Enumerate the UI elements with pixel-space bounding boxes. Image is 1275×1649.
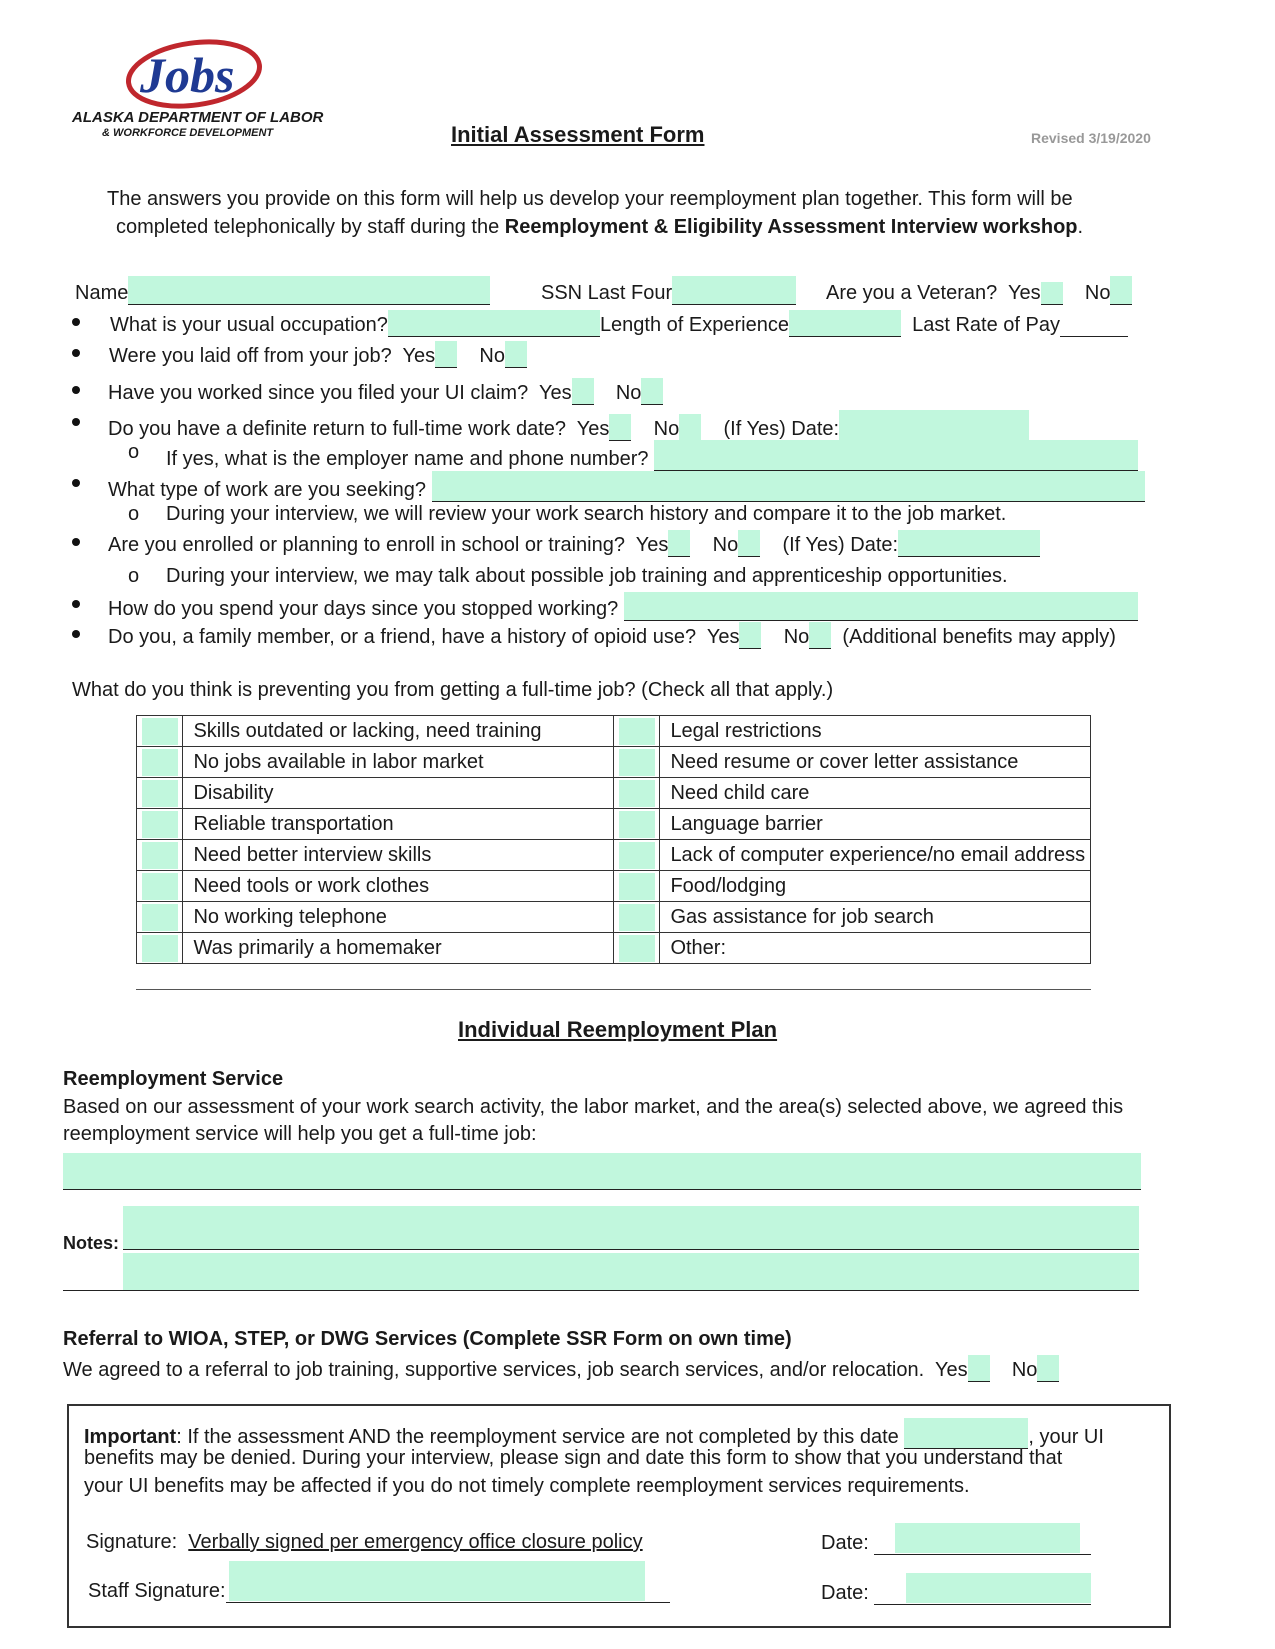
occupation-row bbox=[110, 310, 1128, 337]
barrier-cell bbox=[137, 716, 183, 747]
dept-name-line2: & WORKFORCE DEVELOPMENT bbox=[102, 127, 274, 139]
barrier-cell bbox=[613, 778, 659, 809]
return-no-label: No bbox=[653, 418, 680, 440]
barrier-checkbox[interactable] bbox=[619, 842, 655, 869]
important-line3: your UI benefits may be affected if you do not timely complete reemployment services requirements. bbox=[84, 1475, 970, 1497]
barrier-label: No jobs available in labor market bbox=[183, 747, 614, 778]
service-text2: reemployment service will help you get a full-time job: bbox=[63, 1123, 537, 1145]
signature-date-row bbox=[821, 1530, 1091, 1555]
worked-no-label: No bbox=[615, 382, 642, 404]
service-heading: Reemployment Service bbox=[63, 1068, 284, 1090]
bullet bbox=[72, 318, 80, 326]
school-date-input[interactable] bbox=[898, 530, 1040, 557]
laid-off-no-checkbox[interactable] bbox=[505, 341, 527, 368]
length-input[interactable] bbox=[789, 310, 901, 337]
opioid-yes-label: Yes bbox=[706, 626, 740, 648]
barrier-label: Need better interview skills bbox=[183, 840, 614, 871]
barrier-label: No working telephone bbox=[183, 902, 614, 933]
school-row bbox=[108, 530, 1040, 557]
barriers-prompt: What do you think is preventing you from getting a full-time job? (Check all that apply.) bbox=[72, 679, 834, 701]
name-label: Name bbox=[75, 282, 129, 304]
barrier-label: Was primarily a homemaker bbox=[183, 933, 614, 964]
bullet bbox=[72, 630, 80, 638]
signature-row bbox=[86, 1530, 643, 1554]
barrier-label: Other: bbox=[660, 933, 1091, 964]
ssn-row bbox=[541, 276, 796, 305]
barrier-row bbox=[137, 871, 1091, 902]
days-input[interactable] bbox=[624, 592, 1138, 621]
opioid-note: (Additional benefits may apply) bbox=[842, 626, 1116, 648]
worked-since-label: Have you worked since you filed your UI claim? bbox=[108, 382, 529, 404]
bullet bbox=[72, 538, 80, 546]
barrier-checkbox[interactable] bbox=[142, 780, 178, 807]
barrier-cell bbox=[613, 716, 659, 747]
return-yes-checkbox[interactable] bbox=[609, 414, 631, 441]
referral-no-label: No bbox=[1011, 1359, 1038, 1381]
barrier-row bbox=[137, 902, 1091, 933]
barrier-checkbox[interactable] bbox=[619, 718, 655, 745]
important-line1: Important: If the assessment AND the reemployment service are not completed by this date , your UI bbox=[84, 1418, 1104, 1449]
barrier-checkbox[interactable] bbox=[142, 749, 178, 776]
barrier-cell bbox=[613, 902, 659, 933]
school-label: Are you enrolled or planning to enroll in school or training? bbox=[108, 534, 625, 556]
staff-signature-input[interactable] bbox=[226, 1578, 670, 1603]
barrier-cell bbox=[613, 933, 659, 964]
return-no-checkbox[interactable] bbox=[679, 414, 701, 441]
school-yes-checkbox[interactable] bbox=[668, 530, 690, 557]
barrier-cell bbox=[137, 902, 183, 933]
barrier-label: Legal restrictions bbox=[660, 716, 1091, 747]
worked-since-row bbox=[108, 378, 663, 405]
plan-title: Individual Reemployment Plan bbox=[458, 1017, 778, 1042]
veteran-yes-checkbox[interactable] bbox=[1041, 282, 1063, 305]
bullet bbox=[72, 479, 80, 487]
barrier-label: Lack of computer experience/no email address bbox=[660, 840, 1091, 871]
employer-row bbox=[166, 440, 1138, 471]
barrier-row bbox=[137, 716, 1091, 747]
barrier-checkbox[interactable] bbox=[619, 811, 655, 838]
intro-line2: completed telephonically by staff during the Reemployment & Eligibility Assessment Interview workshop. bbox=[116, 216, 1084, 238]
barrier-checkbox[interactable] bbox=[619, 904, 655, 931]
bullet bbox=[72, 386, 80, 394]
sub-marker: o bbox=[128, 441, 140, 463]
veteran-label: Are you a Veteran? bbox=[826, 282, 998, 304]
return-date-row bbox=[108, 410, 1029, 441]
notes-input-line2[interactable] bbox=[123, 1253, 1139, 1291]
laid-off-label: Were you laid off from your job? bbox=[109, 345, 392, 367]
barrier-cell bbox=[137, 778, 183, 809]
opioid-no-label: No bbox=[783, 626, 810, 648]
barrier-cell bbox=[137, 933, 183, 964]
barrier-label: Gas assistance for job search bbox=[660, 902, 1091, 933]
barrier-row bbox=[137, 778, 1091, 809]
referral-heading: Referral to WIOA, STEP, or DWG Services (Complete SSR Form on own time) bbox=[63, 1328, 792, 1350]
school-yes-label: Yes bbox=[635, 534, 669, 556]
barriers-table bbox=[136, 715, 1091, 964]
staff-date-row bbox=[821, 1580, 1091, 1605]
notes-line-stub bbox=[63, 1290, 123, 1291]
referral-text: We agreed to a referral to job training, supportive services, job search services, and/or relocation. bbox=[63, 1359, 925, 1381]
barrier-cell bbox=[137, 840, 183, 871]
barrier-checkbox[interactable] bbox=[619, 935, 655, 962]
barrier-checkbox[interactable] bbox=[619, 780, 655, 807]
occupation-input[interactable] bbox=[388, 310, 600, 337]
days-label: How do you spend your days since you stopped working? bbox=[108, 598, 619, 620]
veteran-no-label: No bbox=[1084, 282, 1111, 304]
name-row bbox=[75, 276, 490, 305]
important-line2: benefits may be denied. During your interview, please sign and date this form to show that you understand that bbox=[84, 1447, 1063, 1469]
sub-marker: o bbox=[128, 565, 140, 587]
barrier-cell bbox=[613, 871, 659, 902]
work-type-input[interactable] bbox=[432, 471, 1145, 502]
barrier-checkbox[interactable] bbox=[619, 749, 655, 776]
bullet bbox=[72, 600, 80, 608]
barrier-checkbox[interactable] bbox=[142, 842, 178, 869]
school-no-label: No bbox=[712, 534, 739, 556]
ssn-label: SSN Last Four bbox=[541, 282, 673, 304]
bullet bbox=[72, 418, 80, 426]
signature-label: Signature: bbox=[86, 1531, 178, 1553]
divider bbox=[136, 989, 1091, 990]
barrier-label: Reliable transportation bbox=[183, 809, 614, 840]
laid-off-yes-label: Yes bbox=[402, 345, 436, 367]
days-row bbox=[108, 592, 1138, 621]
work-type-label: What type of work are you seeking? bbox=[108, 479, 426, 501]
return-date-if-yes-label: (If Yes) Date: bbox=[723, 418, 840, 440]
revised-date: Revised 3/19/2020 bbox=[1031, 130, 1151, 146]
barrier-checkbox[interactable] bbox=[142, 935, 178, 962]
service-text1: Based on our assessment of your work search activity, the labor market, and the area(s) selected above, we agreed this bbox=[63, 1096, 1124, 1118]
barrier-label: Disability bbox=[183, 778, 614, 809]
barrier-row bbox=[137, 747, 1091, 778]
service-input[interactable] bbox=[63, 1153, 1141, 1190]
barrier-label: Need resume or cover letter assistance bbox=[660, 747, 1091, 778]
logo-word: Jobs bbox=[140, 47, 235, 103]
barrier-label: Skills outdated or lacking, need training bbox=[183, 716, 614, 747]
barrier-cell bbox=[137, 809, 183, 840]
worked-no-checkbox[interactable] bbox=[641, 378, 663, 405]
laid-off-yes-checkbox[interactable] bbox=[435, 341, 457, 368]
school-if-yes-label: (If Yes) Date: bbox=[782, 534, 899, 556]
barrier-cell bbox=[613, 840, 659, 871]
name-input[interactable] bbox=[128, 276, 490, 305]
barrier-label: Need child care bbox=[660, 778, 1091, 809]
opioid-label: Do you, a family member, or a friend, have a history of opioid use? bbox=[108, 626, 697, 648]
veteran-no-checkbox[interactable] bbox=[1110, 276, 1132, 305]
staff-date-label: Date: bbox=[821, 1582, 869, 1604]
opioid-no-checkbox[interactable] bbox=[809, 622, 831, 649]
barrier-cell bbox=[137, 747, 183, 778]
barrier-cell bbox=[613, 809, 659, 840]
barrier-checkbox[interactable] bbox=[142, 718, 178, 745]
employer-input[interactable] bbox=[654, 440, 1138, 471]
opioid-row bbox=[108, 622, 1116, 649]
notes-label: Notes: bbox=[63, 1233, 120, 1253]
worked-yes-checkbox[interactable] bbox=[572, 378, 594, 405]
laid-off-row bbox=[109, 341, 527, 368]
signature-date-input[interactable] bbox=[874, 1530, 1091, 1555]
veteran-yes-label: Yes bbox=[1008, 282, 1041, 304]
barrier-checkbox[interactable] bbox=[142, 873, 178, 900]
barrier-cell bbox=[137, 871, 183, 902]
jobs-logo-icon bbox=[122, 36, 272, 116]
deadline-input[interactable] bbox=[904, 1418, 1028, 1449]
ssn-input[interactable] bbox=[672, 276, 796, 305]
signature-date-label: Date: bbox=[821, 1532, 869, 1554]
notes-input-line1[interactable] bbox=[123, 1206, 1139, 1250]
school-note: During your interview, we may talk about possible job training and apprenticeship opportunities. bbox=[166, 565, 1008, 587]
intro-line1: The answers you provide on this form will help us develop your reemployment plan together. This form will be bbox=[107, 188, 1073, 210]
bullet bbox=[72, 349, 80, 357]
barrier-checkbox[interactable] bbox=[142, 904, 178, 931]
occupation-label: What is your usual occupation? bbox=[110, 314, 388, 336]
referral-row bbox=[63, 1355, 1059, 1382]
return-yes-label: Yes bbox=[576, 418, 610, 440]
return-date-input[interactable] bbox=[839, 410, 1029, 441]
sub-marker: o bbox=[128, 503, 140, 525]
barrier-row bbox=[137, 933, 1091, 964]
dept-name-line1: ALASKA DEPARTMENT OF LABOR bbox=[72, 109, 324, 126]
barrier-cell bbox=[613, 747, 659, 778]
school-no-checkbox[interactable] bbox=[738, 530, 760, 557]
barrier-label: Food/lodging bbox=[660, 871, 1091, 902]
logo bbox=[70, 36, 330, 146]
work-note: During your interview, we will review your work search history and compare it to the job market. bbox=[166, 503, 1007, 525]
worked-yes-label: Yes bbox=[538, 382, 572, 404]
employer-label: If yes, what is the employer name and phone number? bbox=[166, 448, 649, 470]
length-label: Length of Experience bbox=[599, 314, 789, 336]
staff-signature-label: Staff Signature: bbox=[88, 1580, 226, 1602]
barrier-row bbox=[137, 840, 1091, 871]
staff-date-input[interactable] bbox=[874, 1580, 1091, 1605]
pay-label: Last Rate of Pay bbox=[912, 314, 1060, 336]
staff-signature-row bbox=[88, 1578, 670, 1603]
opioid-yes-checkbox[interactable] bbox=[739, 622, 761, 649]
veteran-row bbox=[826, 276, 1132, 305]
work-type-row bbox=[108, 471, 1145, 502]
signature-value: Verbally signed per emergency office closure policy bbox=[188, 1531, 643, 1553]
barrier-checkbox[interactable] bbox=[619, 873, 655, 900]
barrier-label: Need tools or work clothes bbox=[183, 871, 614, 902]
referral-yes-checkbox[interactable] bbox=[968, 1355, 990, 1382]
form-title: Initial Assessment Form bbox=[451, 122, 705, 147]
laid-off-no-label: No bbox=[479, 345, 505, 367]
return-date-label: Do you have a definite return to full-time work date? bbox=[108, 418, 567, 440]
barrier-checkbox[interactable] bbox=[142, 811, 178, 838]
referral-yes-label: Yes bbox=[934, 1359, 968, 1381]
barrier-row bbox=[137, 809, 1091, 840]
barrier-label: Language barrier bbox=[660, 809, 1091, 840]
important-label: Important bbox=[84, 1426, 177, 1448]
pay-input[interactable] bbox=[1060, 316, 1128, 337]
referral-no-checkbox[interactable] bbox=[1037, 1355, 1059, 1382]
